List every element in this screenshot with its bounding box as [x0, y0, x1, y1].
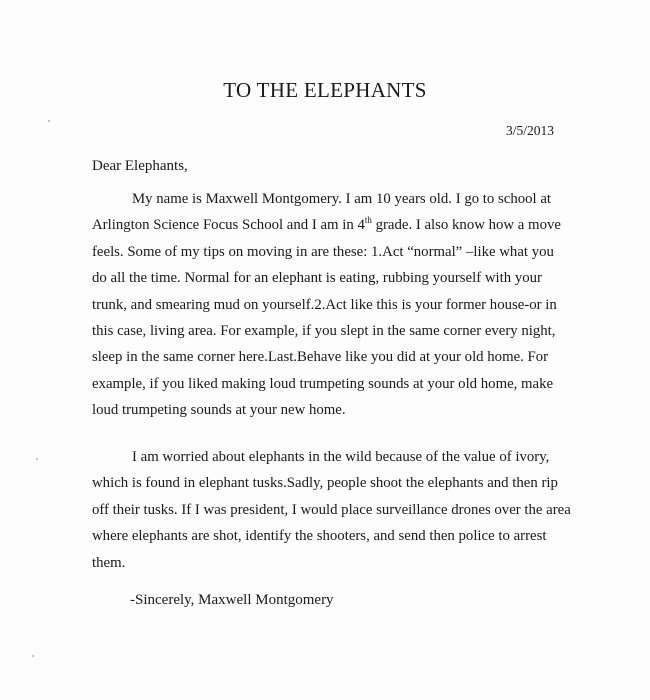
scan-speck [48, 120, 50, 122]
scan-speck [32, 655, 34, 657]
letter-salutation: Dear Elephants, [92, 158, 188, 174]
scan-speck [36, 458, 38, 460]
paragraph-1-text-a: My name is Maxwell Montgomery. I am 10 years old. I go to school at Arlington Science Focus School and I am in 4 [92, 191, 552, 234]
letter-signoff: -Sincerely, Maxwell Montgomery [130, 592, 334, 608]
paragraph-1-text-b: grade. I also know how a move feels. Some of my tips on moving in are these: 1.Act “normal” –like what you do all the time. Normal for an elephant is eating, rubbing yourself with your trunk, and smearing mud on yourself.2.Act like this is your former house-or in this case, living area. For example, if you slept in the same corner every night, sleep in the same corner here.Last.Behave like you did at your old home. For example, if you liked making loud trumpeting sounds at your old home, make loud trumpeting sounds at your new home. [92, 217, 561, 419]
grade-ordinal-suffix: th [364, 215, 372, 226]
letter-title: TO THE ELEPHANTS [223, 78, 427, 102]
letter-paragraph-1 [92, 186, 572, 424]
letter-paragraph-2: I am worried about elephants in the wild because of the value of ivory, which is found in elephant tusks.Sadly, people shoot the elephants and then rip off their tusks. If I was president, I would place surveillance drones over the area where elephants are shot, identify the shooters, and send then police to arrest them. [92, 449, 571, 571]
letter-date: 3/5/2013 [505, 123, 554, 138]
